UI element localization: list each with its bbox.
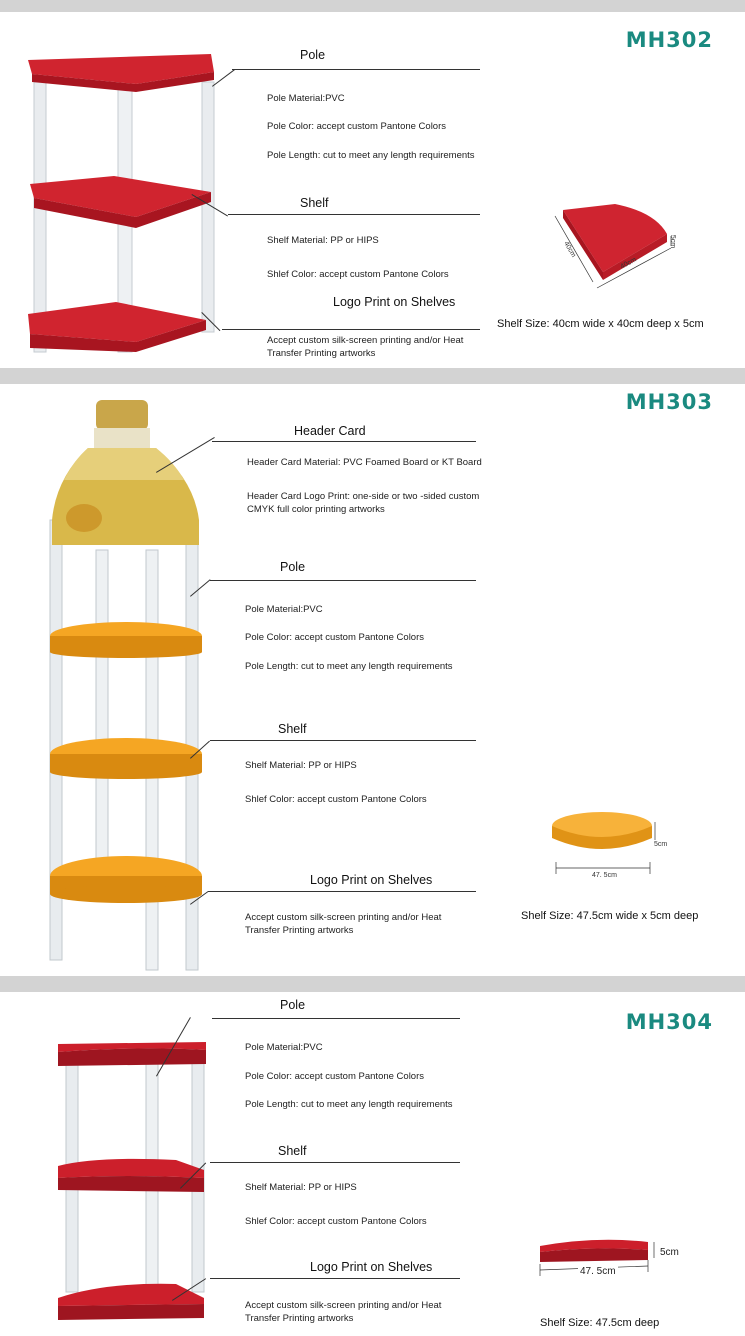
product-image-corner-shelf bbox=[26, 52, 221, 362]
dim-height-label: 5cm bbox=[669, 234, 677, 249]
shelf-material-spec: Shelf Material: PP or HIPS bbox=[267, 235, 379, 246]
shelf-heading: Shelf bbox=[278, 722, 307, 736]
shelf-material-spec: Shelf Material: PP or HIPS bbox=[245, 760, 357, 771]
header-card-heading-rule bbox=[212, 441, 476, 442]
logo-print-spec: Accept custom silk-screen printing and/or Heat Transfer Printing artworks bbox=[245, 1300, 442, 1324]
logo-heading-rule bbox=[210, 1278, 460, 1279]
shelf-size-caption: Shelf Size: 40cm wide x 40cm deep x 5cm bbox=[497, 318, 704, 330]
shelf-size-caption: Shelf Size: 47.5cm deep bbox=[540, 1317, 660, 1329]
dim-width-label: 40cm bbox=[562, 240, 577, 259]
dim-height-label: 5cm bbox=[660, 1247, 679, 1258]
logo-heading: Logo Print on Shelves bbox=[333, 295, 456, 309]
dim-width-label: 47. 5cm bbox=[592, 872, 617, 879]
pole-color-spec: Pole Color: accept custom Pantone Colors bbox=[267, 121, 447, 132]
header-card-heading: Header Card bbox=[294, 424, 366, 438]
logo-heading: Logo Print on Shelves bbox=[310, 1260, 433, 1274]
pole-heading: Pole bbox=[280, 560, 306, 574]
section-divider bbox=[0, 976, 745, 992]
pole-heading: Pole bbox=[300, 48, 326, 62]
section-divider bbox=[0, 368, 745, 384]
pole-heading: Pole bbox=[280, 998, 306, 1012]
pole-heading-rule bbox=[232, 69, 480, 70]
pole-length-spec: Pole Length: cut to meet any length requirements bbox=[245, 1099, 453, 1110]
product-section-mh304 bbox=[0, 992, 745, 1336]
dim-width-label: 47. 5cm bbox=[580, 1266, 616, 1277]
dim-depth-label: 40cm bbox=[619, 256, 638, 271]
shelf-size-caption: Shelf Size: 47.5cm wide x 5cm deep bbox=[521, 910, 699, 922]
shelf-heading-rule bbox=[210, 1162, 460, 1163]
pole-color-spec: Pole Color: accept custom Pantone Colors bbox=[245, 632, 425, 643]
model-code: MH302 bbox=[625, 28, 713, 52]
pole-heading-rule bbox=[212, 1018, 460, 1019]
product-image-round-shelf bbox=[44, 400, 209, 972]
pole-material-spec: Pole Material:PVC bbox=[245, 604, 323, 615]
product-section-mh303 bbox=[0, 384, 745, 976]
shelf-heading: Shelf bbox=[300, 196, 329, 210]
dim-height-label: 5cm bbox=[654, 841, 668, 848]
shelf-heading-rule bbox=[210, 740, 476, 741]
model-code: MH303 bbox=[625, 390, 713, 414]
pole-heading-rule bbox=[210, 580, 476, 581]
section-divider bbox=[0, 0, 745, 12]
pole-material-spec: Pole Material:PVC bbox=[245, 1042, 323, 1053]
shelf-heading-rule bbox=[228, 214, 480, 215]
shelf-heading: Shelf bbox=[278, 1144, 307, 1158]
pole-color-spec: Pole Color: accept custom Pantone Colors bbox=[245, 1071, 425, 1082]
product-image-half-round-shelf bbox=[56, 1038, 211, 1328]
shelf-color-spec: Shlef Color: accept custom Pantone Colors bbox=[245, 1216, 427, 1227]
logo-heading-rule bbox=[208, 891, 476, 892]
shelf-color-spec: Shlef Color: accept custom Pantone Colors bbox=[267, 269, 449, 280]
shelf-size-diagram bbox=[555, 202, 680, 292]
logo-print-spec: Accept custom silk-screen printing and/or Heat Transfer Printing artworks bbox=[245, 912, 442, 936]
pole-length-spec: Pole Length: cut to meet any length requirements bbox=[245, 661, 453, 672]
logo-heading: Logo Print on Shelves bbox=[310, 873, 433, 887]
product-section-mh302 bbox=[0, 12, 745, 368]
shelf-color-spec: Shlef Color: accept custom Pantone Colors bbox=[245, 794, 427, 805]
header-card-material-spec: Header Card Material: PVC Foamed Board or KT Board bbox=[247, 457, 482, 468]
header-card-print-spec: Header Card Logo Print: one-side or two -sided custom CMYK full color printing artworks bbox=[247, 491, 480, 515]
logo-print-spec: Accept custom silk-screen printing and/or Heat Transfer Printing artworks bbox=[267, 335, 464, 359]
pole-material-spec: Pole Material:PVC bbox=[267, 93, 345, 104]
shelf-material-spec: Shelf Material: PP or HIPS bbox=[245, 1182, 357, 1193]
logo-heading-rule bbox=[222, 329, 480, 330]
pole-length-spec: Pole Length: cut to meet any length requirements bbox=[267, 150, 475, 161]
model-code: MH304 bbox=[625, 1010, 713, 1034]
